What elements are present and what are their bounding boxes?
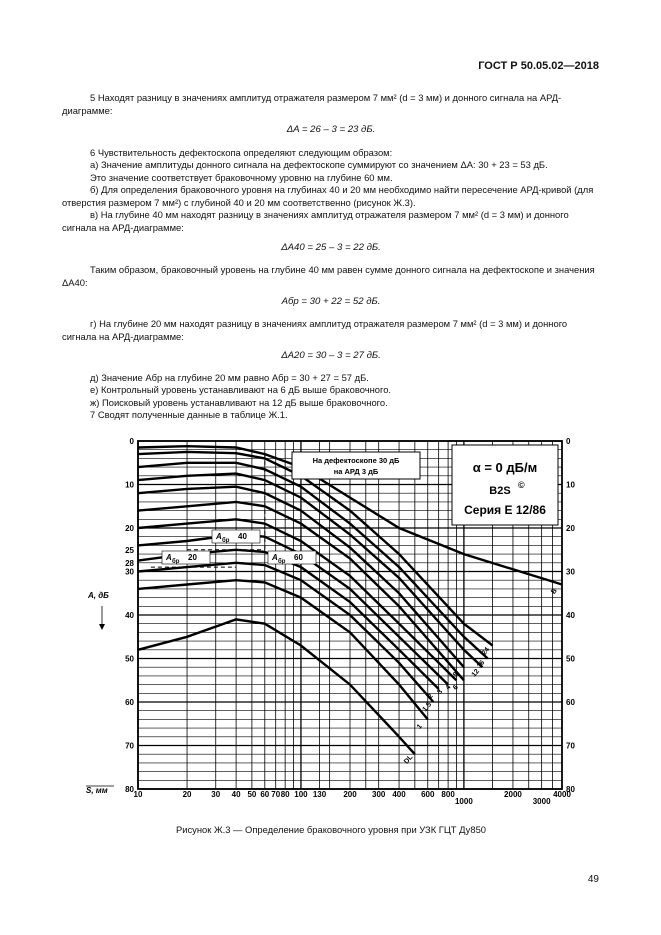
series-label: 6 <box>452 684 460 692</box>
y-tick-label-right: 40 <box>566 611 575 620</box>
series-label: 12 <box>470 668 482 679</box>
abr-label-sub: бр <box>222 538 230 544</box>
y-tick-label-left: 80 <box>125 785 134 794</box>
formula-delta-a: ΔA = 26 – 3 = 23 дБ. <box>286 124 376 135</box>
x-tick-label: 70 <box>271 790 281 799</box>
ard-curve-4 <box>138 519 456 680</box>
x-tick-label: 100 <box>294 790 308 799</box>
x-tick-label: 4000 <box>553 790 571 799</box>
page-number: 49 <box>587 874 599 885</box>
ard-curve-24 <box>138 452 493 646</box>
series-label: 16 <box>475 659 487 670</box>
paragraph-6v: в) На глубине 40 мм находят разницу в значениях амплитуд отражателя размером 7 мм² (d = 3 мм) и донного сигнала на АРД-диаграмме: <box>62 209 569 233</box>
y-tick-label-left: 25 <box>125 545 134 555</box>
y-tick-label-right: 20 <box>566 524 575 533</box>
paragraph-6g: г) На глубине 20 мм находят разницу в значениях амплитуд отражателя размером 7 мм² (d = 3 мм) и донного сигнала на АРД-диаграмме: <box>62 318 568 342</box>
ard-curve-DL <box>138 619 415 754</box>
x-tick-label: 50 <box>247 790 257 799</box>
legend-attenuation: α = 0 дБ/м <box>472 460 538 475</box>
y-tick-label-left: 70 <box>125 741 134 751</box>
abr-label-value: 40 <box>238 532 247 541</box>
y-tick-label-left: 20 <box>125 524 134 533</box>
y-tick-label-left: 60 <box>125 698 134 707</box>
paragraph-thus: Таким образом, браковочный уровень на глубине 40 мм равен сумме донного сигнала на дефектоскопе и значения ΔA40: <box>62 264 595 288</box>
paragraph-6zh: ж) Поисковый уровень устанавливают на 12 дБ выше браковочного. <box>90 397 388 408</box>
ard-curve-12 <box>138 474 483 668</box>
y-tick-label-left: 50 <box>125 654 134 664</box>
x-tick-label: 1000 <box>454 797 473 806</box>
paragraph-7: 7 Сводят полученные данные в таблице Ж.1. <box>90 409 288 420</box>
formula-delta-a20: ΔA20 = 30 – 3 = 27 дБ. <box>281 350 381 361</box>
abr-label: A <box>272 553 278 562</box>
series-label: 1 <box>415 723 424 731</box>
paragraph-6: 6 Чувствительность дефектоскопа определяют следующим образом: <box>90 147 393 158</box>
y-tick-label-right: 60 <box>566 698 575 707</box>
paragraph-6a: а) Значение амплитуды донного сигнала на дефектоскопе суммируют со значением ΔA: 30 + 23 = 53 дБ. <box>90 159 548 170</box>
series-label: B <box>550 587 559 596</box>
annotation-line-1: На дефектоскопе 30 дБ <box>312 456 400 465</box>
y-tick-label-right: 50 <box>566 654 575 664</box>
x-tick-label: 40 <box>231 790 241 799</box>
y-tick-label-left: 40 <box>125 611 134 620</box>
legend-copyright-mark: © <box>518 480 525 490</box>
y-tick-label-right: 30 <box>566 567 575 577</box>
series-label: 3 <box>436 688 445 696</box>
x-tick-label: 2000 <box>504 790 522 799</box>
series-label: 1.5 <box>421 701 434 714</box>
y-tick-label-right: 70 <box>566 741 575 751</box>
paragraph-6a-cont: Это значение соответствует браковочному уровню на глубине 60 мм. <box>90 172 393 183</box>
series-label: DL <box>403 753 415 766</box>
x-tick-label: 200 <box>343 790 357 799</box>
x-tick-label: 30 <box>211 790 221 799</box>
page-header: ГОСТ Р 50.05.02—2018 <box>478 60 599 72</box>
x-axis-label: S, мм <box>86 786 108 795</box>
abr-label: A <box>166 553 172 562</box>
x-tick-label: 800 <box>441 790 455 799</box>
y-tick-label-left: 28 <box>125 558 134 568</box>
paragraph-6d: д) Значение Aбр на глубине 20 мм равно Aбр = 30 + 27 = 57 дБ. <box>90 372 369 383</box>
x-tick-label: 20 <box>182 790 192 799</box>
y-tick-label-right: 0 <box>566 437 571 446</box>
x-tick-label: 3000 <box>532 797 551 806</box>
y-tick-label-right: 10 <box>566 480 575 490</box>
formula-delta-a40: ΔA40 = 25 – 3 = 22 дБ. <box>281 242 381 253</box>
abr-label-value: 20 <box>188 553 197 562</box>
abr-label-value: 60 <box>294 553 303 562</box>
x-tick-label: 130 <box>312 790 327 799</box>
series-label: 8 <box>452 670 460 679</box>
paragraph-6b: б) Для определения браковочного уровня на глубинах 40 и 20 мм необходимо найти пересечение АРД-кривой (для отверстия размером 7 мм²) с глубиной 40 и 20 мм соответственно (рисунок Ж.3). <box>62 184 594 208</box>
abr-label-sub: бр <box>278 559 286 565</box>
y-tick-label-left: 30 <box>125 567 134 577</box>
series-label: 2 <box>426 692 435 701</box>
formula-abr-40: Aбр = 30 + 22 = 52 дБ. <box>281 296 381 307</box>
figure-caption: Рисунок Ж.3 — Определение браковочного уровня при УЗК ГЦТ Ду850 <box>176 824 486 835</box>
y-axis-arrowhead <box>99 624 105 630</box>
paragraph-5: 5 Находят разницу в значениях амплитуд отражателя размером 7 мм² (d = 3 мм) и донного сигнала на АРД-диаграмме: <box>62 92 562 116</box>
x-tick-label: 400 <box>392 790 406 799</box>
legend-probe: B2S <box>489 485 511 497</box>
y-tick-label-left: 0 <box>129 437 134 446</box>
y-axis-label: A, дБ <box>88 591 109 600</box>
series-label: 4 <box>444 684 453 692</box>
annotation-line-2: на АРД 3 дБ <box>333 467 379 476</box>
x-tick-label: 60 <box>260 790 270 799</box>
x-tick-label: 10 <box>133 790 143 799</box>
x-tick-label: 300 <box>372 790 386 799</box>
x-tick-label: 600 <box>421 790 435 799</box>
x-tick-label: 80 <box>280 790 290 799</box>
y-tick-label-right: 80 <box>566 785 575 794</box>
y-tick-label-left: 10 <box>125 480 134 490</box>
paragraph-6e: е) Контрольный уровень устанавливают на 6 дБ выше браковочного. <box>90 384 392 395</box>
legend-series: Серия Е 12/86 <box>464 503 546 517</box>
abr-label: A <box>216 532 222 541</box>
abr-label-sub: бр <box>172 559 180 565</box>
series-label: 24 <box>480 646 492 657</box>
